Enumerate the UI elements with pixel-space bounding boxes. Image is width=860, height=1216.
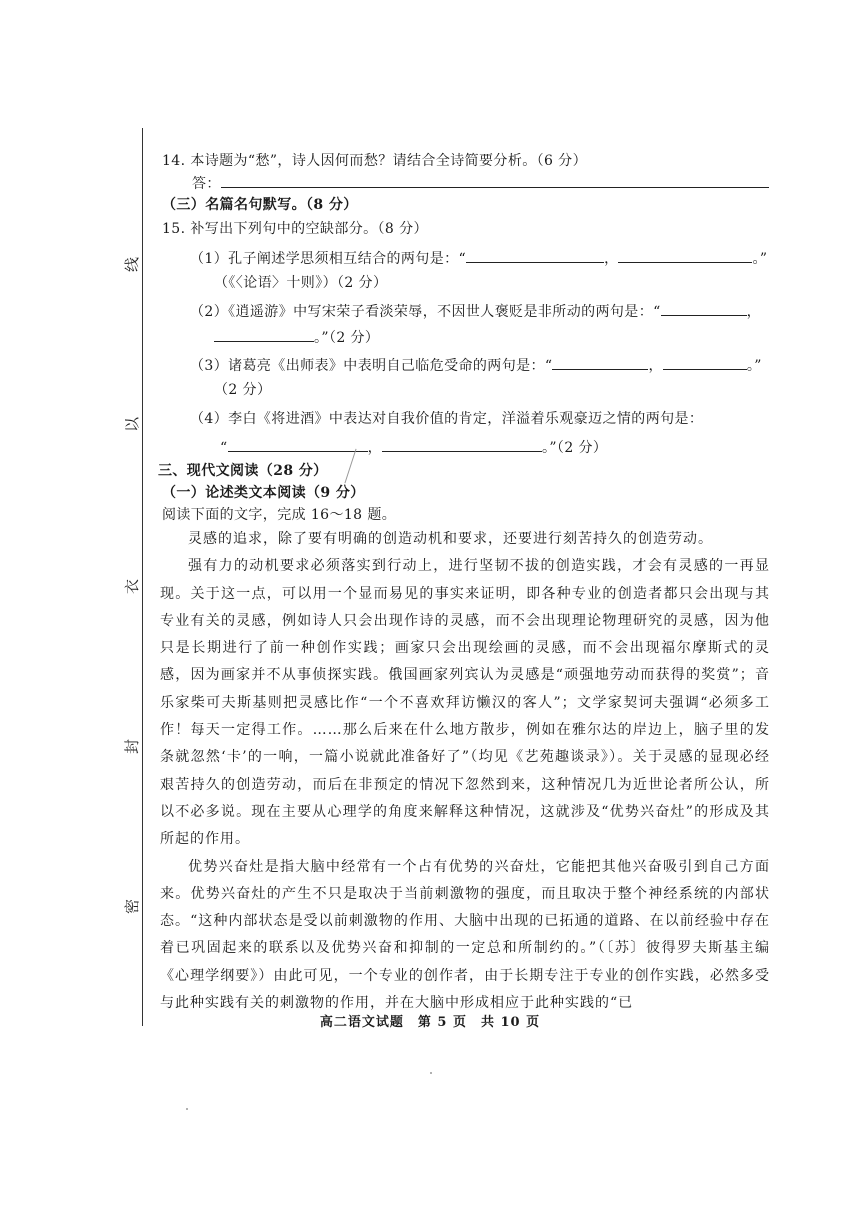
blank-15-4b[interactable] (382, 437, 542, 452)
q14-answer-row (192, 173, 769, 193)
question-15: 15. 补写出下列句中的空缺部分。（8 分） (162, 221, 428, 237)
answer-blank-14[interactable] (221, 173, 769, 188)
reading-passage (160, 526, 770, 1017)
blank-15-3b[interactable] (663, 355, 747, 370)
q15-item-4-cont: “ ， 。”（2 分） (220, 437, 607, 457)
blank-15-1b[interactable] (618, 248, 752, 263)
margin-char-xian: 线 (123, 256, 142, 273)
scan-speck (186, 1108, 188, 1110)
page-footer: 高二语文试题 第 5 页 共 10 页 (319, 1015, 541, 1030)
q15-item-1: （1）孔子阐述学思须相互结合的两句是：“ ， 。” (190, 248, 767, 268)
q15-item-4: （4）李白《将进酒》中表达对自我价值的肯定，洋溢着乐观豪迈之情的两句是： (190, 411, 704, 427)
passage-paragraph: 灵感的追求，除了要有明确的创造动机和要求，还要进行刻苦持久的创造劳动。 (188, 531, 713, 547)
answer-label: 答： (192, 176, 221, 192)
blank-15-2a[interactable] (661, 301, 747, 316)
margin-char-yi2: 衣 (123, 578, 142, 595)
margin-char-yi: 以 (123, 416, 142, 433)
binding-line (142, 128, 143, 1026)
q15-item-3-score: （2 分） (214, 382, 272, 398)
part-heading-modern-reading: 三、现代文阅读（28 分） (158, 463, 328, 479)
passage-paragraph: 强有力的动机要求必须落实到行动上，进行坚韧不拔的创造实践，才会有灵感的一再显现。关于这一点，可以用一个显而易见的事实来证明，即各种专业的创造者都只会出现与其专业有关的灵感，例如诗人只会出现作诗的灵感，而不会出现理论物理研究的灵感，因为他只是长期进行了前一种创作实践；画家只会出现绘画的灵感，而不会出现福尔摩斯式的灵感，因为画家并不从事侦探实践。俄国画家列宾认为灵感是“顽强地劳动而获得的奖赏”；音乐家柴可夫斯基则把灵感比作“一个不喜欢拜访懒汉的客人”；文学家契诃夫强调“必须多工作！每天一定得工作。……那么后来在什么地方散步，例如在雅尔达的岸边上，脑子里的发条就忽然‘卡’的一响，一篇小说就此准备好了”（均见《艺苑趣谈录》）。关于灵感的显现必经艰苦持久的创造劳动，而后在非预定的情况下忽然到来，这种情况几为近世论者所公认，所以不必多说。现在主要从心理学的角度来解释这种情况，这就涉及“优势兴奋灶”的形成及其所起的作用。 (160, 558, 770, 848)
blank-15-2b[interactable] (214, 327, 314, 342)
blank-15-1a[interactable] (466, 248, 604, 263)
q15-item-2-cont: 。”（2 分） (214, 327, 379, 347)
blank-15-3a[interactable] (552, 355, 648, 370)
blank-15-4a[interactable] (228, 437, 368, 452)
margin-char-feng: 封 (123, 738, 142, 755)
q15-item-2: （2）《逍遥游》中写宋荣子看淡荣辱，不因世人褒贬是非所动的两句是：“ ， (190, 301, 761, 321)
scan-speck (430, 1072, 432, 1074)
q15-item-1-source: （《〈论语〉十则》）（2 分） (214, 275, 388, 291)
question-14: 14. 本诗题为“愁”，诗人因何而愁？请结合全诗简要分析。（6 分） (162, 153, 587, 169)
passage-paragraph: 优势兴奋灶是指大脑中经常有一个占有优势的兴奋灶，它能把其他兴奋吸引到自己方面来。优势兴奋灶的产生不只是取决于当前刺激物的强度，而且取决于整个神经系统的内部状态。“这种内部状态是受以前刺激物的作用、大脑中出现的已拓通的道路、在以前经验中存在着已巩固起来的联系以及优势兴奋和抑制的一定总和所制约的。”（〔苏〕彼得罗夫斯基主编《心理学纲要》）由此可见，一个专业的创作者，由于长期专注于专业的创作实践，必然多受与此种实践有关的刺激物的作用，并在大脑中形成相应于此种实践的“已 (160, 858, 770, 1012)
reading-instruction: 阅读下面的文字，完成 16～18 题。 (162, 507, 397, 523)
margin-char-mi: 密 (123, 898, 142, 915)
subsection-heading-argumentative: （一）论述类文本阅读（9 分） (162, 485, 365, 501)
section-heading-memorization: （三）名篇名句默写。（8 分） (162, 197, 358, 213)
q15-item-3: （3）诸葛亮《出师表》中表明自己临危受命的两句是：“ ， 。” (190, 355, 762, 375)
